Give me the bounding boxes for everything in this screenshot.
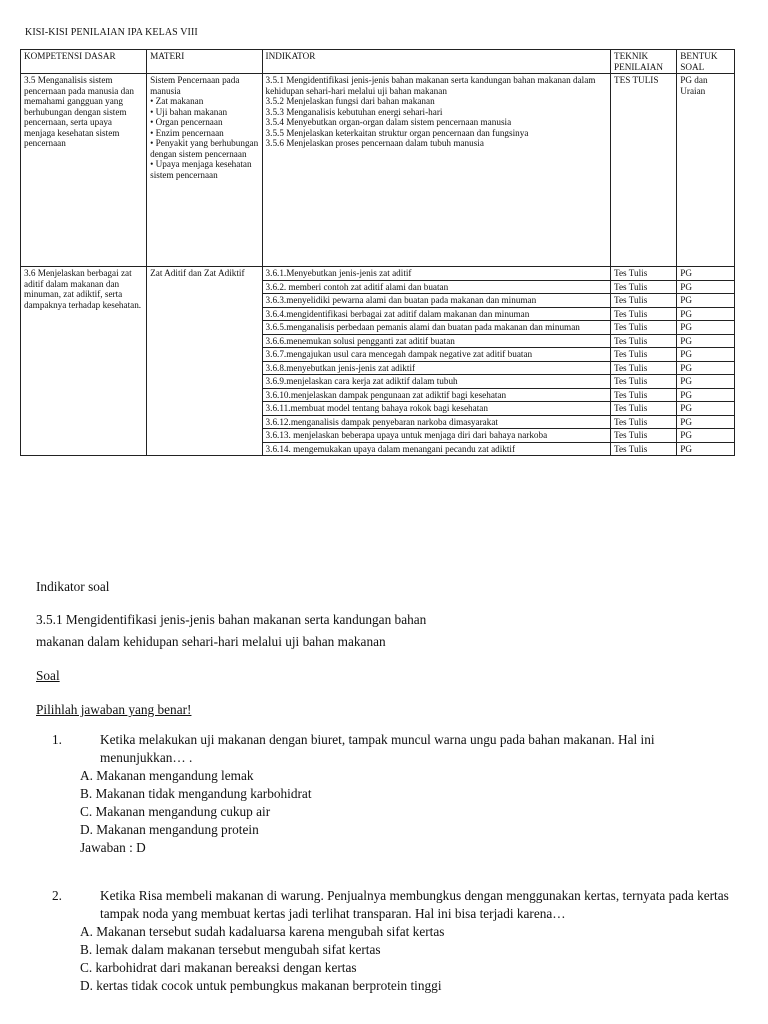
list-item: • Penyakit yang berhubungan dengan sistem pencernaan	[150, 138, 259, 159]
list-item: • Upaya menjaga kesehatan sistem pencernaan	[150, 159, 252, 180]
indikator-item: 3.5.2 Menjelaskan fungsi dari bahan makanan	[265, 96, 435, 106]
question-number: 1.	[52, 732, 62, 747]
teknik-cell: Tes Tulis	[610, 334, 676, 348]
indikator-item: 3.5.4 Menyebutkan organ-organ dalam sistem pencernaan manusia	[265, 117, 512, 127]
teknik-cell: Tes Tulis	[610, 402, 676, 416]
option: C. Makanan mengandung cukup air	[80, 804, 271, 819]
bentuk-cell: PG	[677, 442, 735, 456]
bentuk-cell: PG	[677, 402, 735, 416]
kompetensi-cell: 3.6 Menjelaskan berbagai zat aditif dalam makanan dan minuman, zat adiktif, serta dampaknya terhadap kesehatan.	[21, 267, 147, 456]
teknik-cell: Tes Tulis	[610, 375, 676, 389]
option: B. lemak dalam makanan tersebut mengubah sifat kertas	[80, 942, 381, 957]
list-item: • Zat makanan	[150, 96, 204, 106]
bentuk-cell: PG	[677, 388, 735, 402]
indikator-cell: 3.6.1.Menyebutkan jenis-jenis zat aditif	[262, 267, 610, 281]
option: D. kertas tidak cocok untuk pembungkus makanan berprotein tinggi	[80, 978, 442, 993]
teknik-cell: TES TULIS	[610, 74, 676, 267]
kisi-kisi-table	[20, 49, 735, 456]
indikator-cell: 3.6.6.menemukan solusi pengganti zat aditif buatan	[262, 334, 610, 348]
bentuk-cell: PG	[677, 429, 735, 443]
materi-title: Sistem Pencernaan pada manusia	[150, 75, 240, 96]
teknik-cell: Tes Tulis	[610, 429, 676, 443]
question-stem: 2. Ketika Risa membeli makanan di warung. Penjualnya membungkus dengan menggunakan kertas, ternyata pada kertas tampak noda yang membuat kertas jadi terlihat transparan. Hal ini bisa terjadi karena…	[52, 888, 729, 921]
option: C. karbohidrat dari makanan bereaksi dengan kertas	[80, 960, 357, 975]
indikator-cell: 3.6.12.menganalisis dampak penyebaran narkoba dimasyarakat	[262, 415, 610, 429]
indikator-cell: 3.6.7.mengajukan usul cara mencegah dampak negative zat aditif buatan	[262, 348, 610, 362]
bentuk-cell: PG	[677, 334, 735, 348]
indikator-cell	[262, 74, 610, 267]
header-indikator: INDIKATOR	[262, 50, 610, 74]
indikator-item: 3.5.6 Menjelaskan proses pencernaan dalam tubuh manusia	[265, 138, 484, 148]
bentuk-cell: PG	[677, 294, 735, 308]
option: D. Makanan mengandung protein	[80, 822, 259, 837]
bentuk-cell: PG	[677, 321, 735, 335]
teknik-cell: Tes Tulis	[610, 361, 676, 375]
materi-cell	[147, 74, 262, 267]
kompetensi-cell: 3.5 Menganalisis sistem pencernaan pada manusia dan memahami gangguan yang berhubungan dengan sistem pencernaan, serta upaya menjaga kesehatan sistem pencernaan	[21, 74, 147, 267]
table-row	[21, 74, 735, 267]
indikator-cell: 3.6.11.membuat model tentang bahaya rokok bagi kesehatan	[262, 402, 610, 416]
soal-label: Soal	[36, 668, 60, 683]
indikator-soal-line: makanan dalam kehidupan sehari-hari melalui uji bahan makanan	[36, 634, 386, 649]
question-1	[52, 731, 736, 857]
indikator-cell: 3.6.3.menyelidiki pewarna alami dan buatan pada makanan dan minuman	[262, 294, 610, 308]
list-item: • Uji bahan makanan	[150, 106, 228, 117]
list-item: • Enzim pencernaan	[150, 127, 224, 138]
header-materi: MATERI	[147, 50, 262, 74]
indikator-cell: 3.6.10.menjelaskan dampak pengunaan zat adiktif bagi kesehatan	[262, 388, 610, 402]
teknik-cell: Tes Tulis	[610, 388, 676, 402]
table-header-row	[21, 50, 735, 74]
teknik-cell: Tes Tulis	[610, 348, 676, 362]
indikator-cell: 3.6.14. mengemukakan upaya dalam menangani pecandu zat adiktif	[262, 442, 610, 456]
materi-cell: Zat Aditif dan Zat Adiktif	[147, 267, 262, 456]
bentuk-cell: PG	[677, 280, 735, 294]
bentuk-cell: PG dan Uraian	[677, 74, 735, 267]
indikator-soal-line: 3.5.1 Mengidentifikasi jenis-jenis bahan makanan serta kandungan bahan	[36, 612, 427, 627]
indikator-cell: 3.6.5.menganalisis perbedaan pemanis alami dan buatan pada makanan dan minuman	[262, 321, 610, 335]
instruction: Pilihlah jawaban yang benar!	[36, 702, 192, 717]
teknik-cell: Tes Tulis	[610, 307, 676, 321]
teknik-cell: Tes Tulis	[610, 321, 676, 335]
questions-section	[36, 578, 736, 995]
teknik-cell: Tes Tulis	[610, 267, 676, 281]
indikator-cell: 3.6.2. memberi contoh zat aditif alami dan buatan	[262, 280, 610, 294]
header-teknik: TEKNIK PENILAIAN	[610, 50, 676, 74]
teknik-cell: Tes Tulis	[610, 442, 676, 456]
bentuk-cell: PG	[677, 361, 735, 375]
teknik-cell: Tes Tulis	[610, 415, 676, 429]
option: A. Makanan mengandung lemak	[80, 768, 254, 783]
document-title: KISI-KISI PENILAIAN IPA KELAS VIII	[25, 27, 198, 38]
indikator-item: 3.5.3 Menganalisis kebutuhan energi sehari-hari	[265, 106, 443, 117]
answer: Jawaban : D	[80, 840, 146, 855]
question-2	[52, 887, 736, 995]
question-number: 2.	[52, 888, 62, 903]
bentuk-cell: PG	[677, 375, 735, 389]
indikator-item: 3.5.1 Mengidentifikasi jenis-jenis bahan makanan serta kandungan bahan makanan dalam kehidupan sehari-hari melalui uji bahan makanan	[265, 75, 596, 96]
question-stem: 1. Ketika melakukan uji makanan dengan biuret, tampak muncul warna ungu pada bahan makanan. Hal ini menunjukkan… .	[52, 732, 655, 765]
teknik-cell: Tes Tulis	[610, 294, 676, 308]
indikator-cell: 3.6.4.mengidentifikasi berbagai zat aditif dalam makanan dan minuman	[262, 307, 610, 321]
bentuk-cell: PG	[677, 267, 735, 281]
indikator-cell: 3.6.9.menjelaskan cara kerja zat adiktif dalam tubuh	[262, 375, 610, 389]
indikator-cell: 3.6.8.menyebutkan jenis-jenis zat adiktif	[262, 361, 610, 375]
option: B. Makanan tidak mengandung karbohidrat	[80, 786, 312, 801]
bentuk-cell: PG	[677, 307, 735, 321]
indikator-item: 3.5.5 Menjelaskan keterkaitan struktur organ pencernaan dan fungsinya	[265, 127, 529, 138]
indikator-soal-heading: Indikator soal	[36, 579, 110, 594]
indikator-cell: 3.6.13. menjelaskan beberapa upaya untuk menjaga diri dari bahaya narkoba	[262, 429, 610, 443]
list-item: • Organ pencernaan	[150, 117, 223, 127]
table-row	[21, 267, 735, 281]
bentuk-cell: PG	[677, 415, 735, 429]
bentuk-cell: PG	[677, 348, 735, 362]
teknik-cell: Tes Tulis	[610, 280, 676, 294]
header-bentuk: BENTUK SOAL	[677, 50, 735, 74]
header-kompetensi: KOMPETENSI DASAR	[21, 50, 147, 74]
option: A. Makanan tersebut sudah kadaluarsa karena mengubah sifat kertas	[80, 924, 445, 939]
